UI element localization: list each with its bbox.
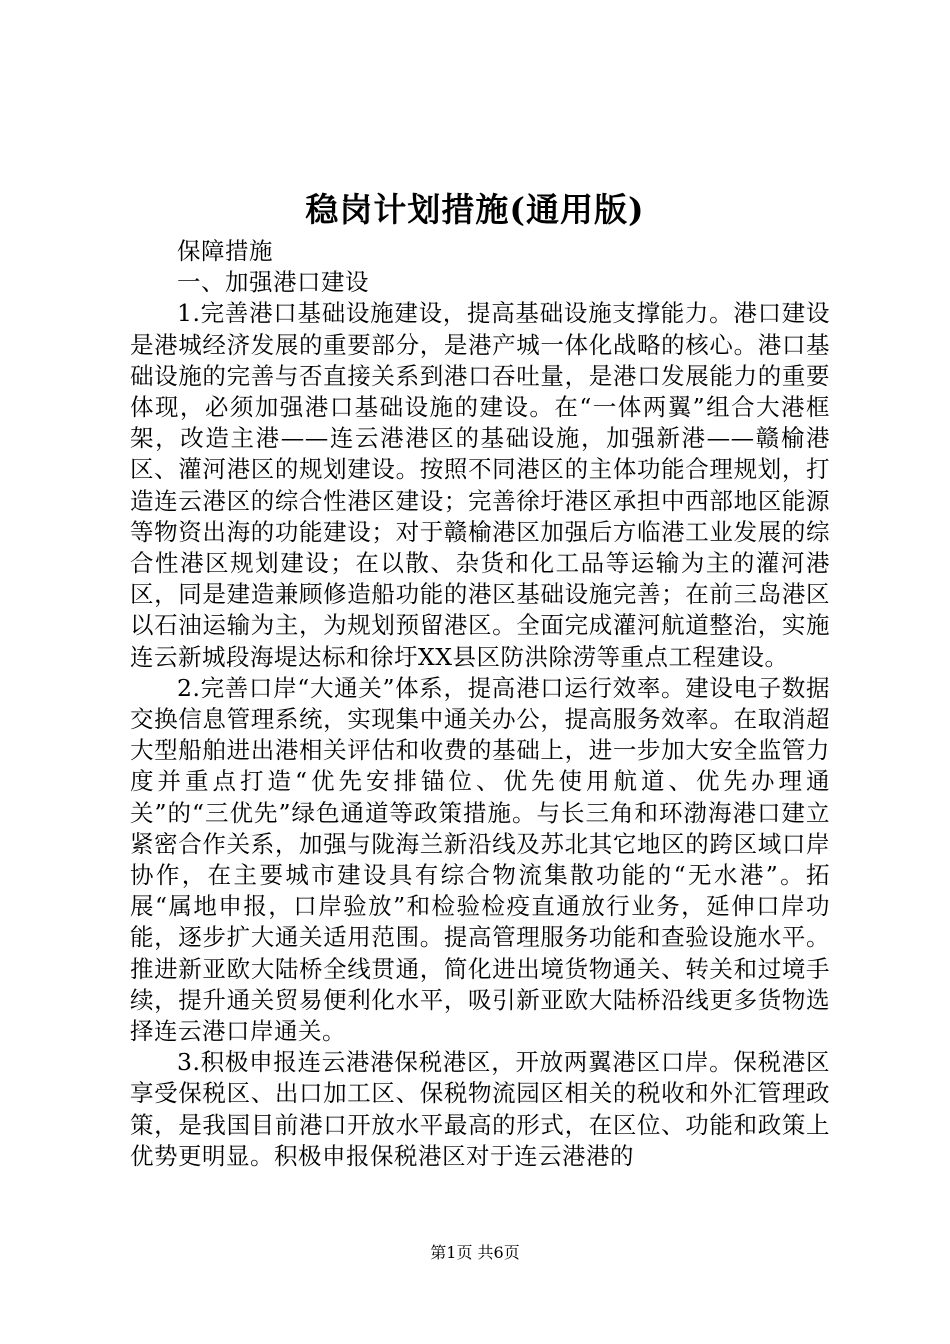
document-title: 稳岗计划措施(通用版) [305, 190, 645, 229]
body-paragraph-3: 3.积极申报连云港港保税港区，开放两翼港区口岸。保税港区享受保税区、出口加工区、保税物流园区相关的税收和外汇管理政策，是我国目前港口开放水平最高的形式，在区位、功能和政策上优势更明显。积极申报保税港区对于连云港港的 [130, 1048, 830, 1170]
section-heading: 一、加强港口建设 [177, 268, 369, 297]
document-body [130, 236, 830, 1172]
body-paragraph-2: 2.完善口岸“大通关”体系，提高港口运行效率。建设电子数据交换信息管理系统，实现集中通关办公，提高服务效率。在取消超大型船舶进出港相关评估和收费的基础上，进一步加大安全监管力度并重点打造“优先安排锚位、优先使用航道、优先办理通关”的“三优先”绿色通道等政策措施。与长三角和环渤海港口建立紧密合作关系，加强与陇海兰新沿线及苏北其它地区的跨区域口岸协作，在主要城市建设具有综合物流集散功能的“无水港”。拓展“属地申报，口岸验放”和检验检疫直通放行业务，延伸口岸功能，逐步扩大通关适用范围。提高管理服务功能和查验设施水平。推进新亚欧大陆桥全线贯通，简化进出境货物通关、转关和过境手续，提升通关贸易便利化水平，吸引新亚欧大陆桥沿线更多货物选择连云港口岸通关。 [130, 673, 830, 1046]
page-number-footer: 第1页 共6页 [430, 1243, 520, 1262]
heading-guarantee-measures: 保障措施 [177, 237, 273, 265]
body-paragraph-1: 1.完善港口基础设施建设，提高基础设施支撑能力。港口建设是港城经济发展的重要部分，是港产城一体化战略的核心。港口基础设施的完善与否直接关系到港口吞吐量，是港口发展能力的重要体现，必须加强港口基础设施的建设。在“一体两翼”组合大港框架，改造主港——连云港港区的基础设施，加强新港——赣榆港区、灌河港区的规划建设。按照不同港区的主体功能合理规划，打造连云港区的综合性港区建设；完善徐圩港区承担中西部地区能源等物资出海的功能建设；对于赣榆港区加强后方临港工业发展的综合性港区规划建设；在以散、杂货和化工品等运输为主的灌河港区，同是建造兼顾修造船功能的港区基础设施完善；在前三岛港区以石油运输为主，为规划预留港区。全面完成灌河航道整治，实施连云新城段海堤达标和徐圩XX县区防洪除涝等重点工程建设。 [130, 299, 830, 671]
